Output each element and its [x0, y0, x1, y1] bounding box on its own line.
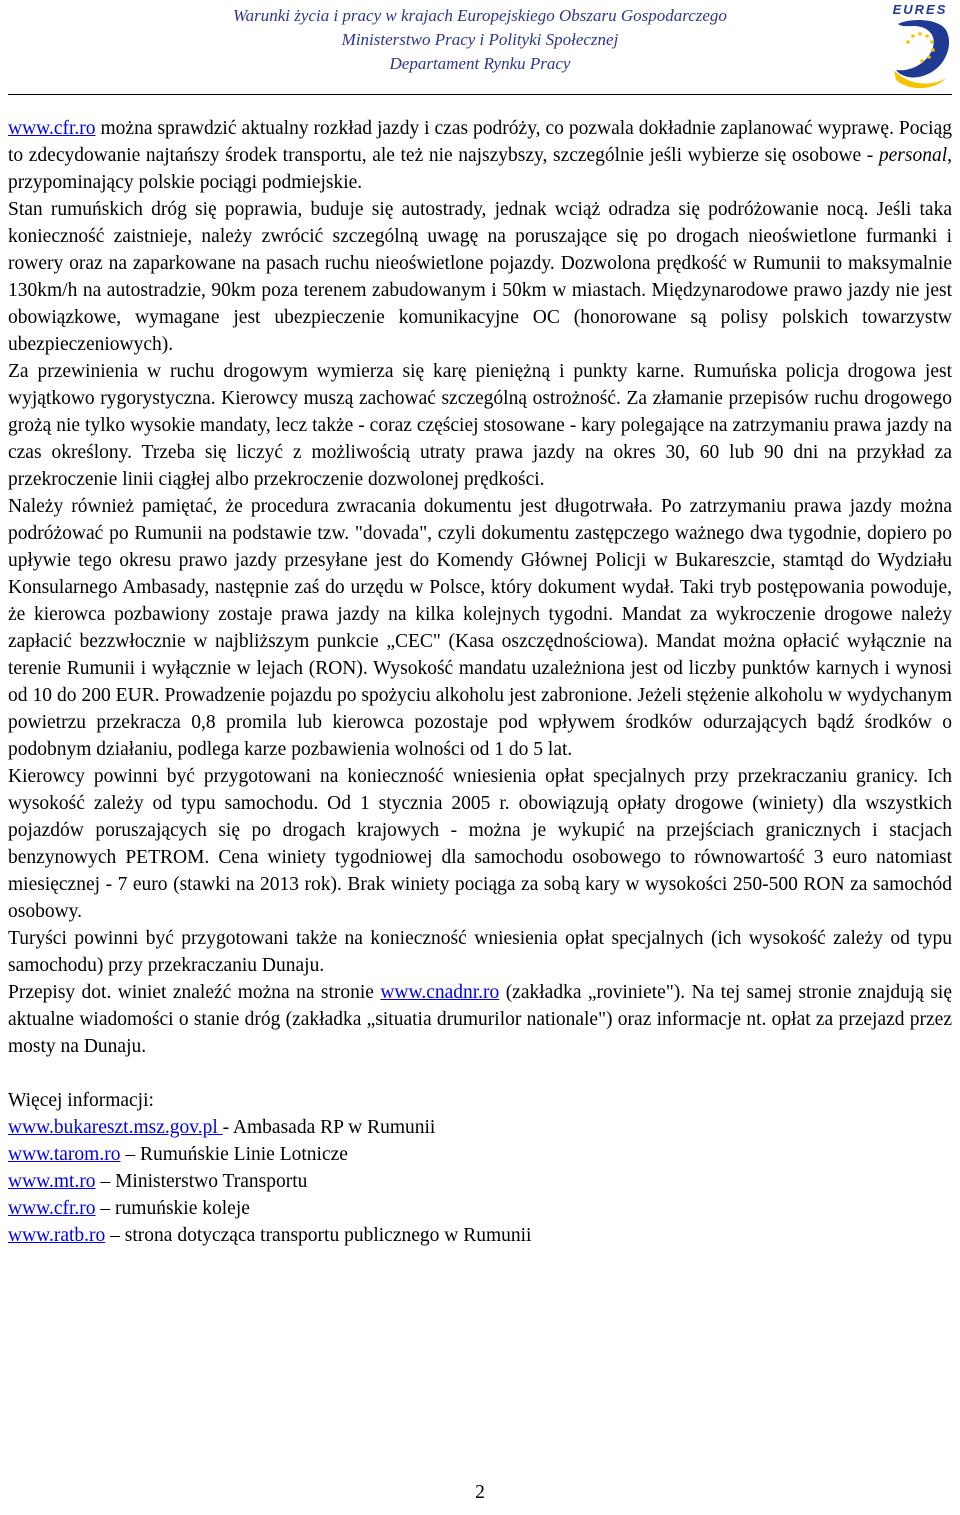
header-title: Warunki życia i pracy w krajach Europejskiego Obszaru Gospodarczego — [233, 6, 727, 25]
link-cnadnr[interactable]: www.cnadnr.ro — [380, 982, 500, 1003]
document-body — [8, 115, 952, 1249]
header-text — [120, 4, 840, 76]
link-bukareszt[interactable]: www.bukareszt.msz.gov.pl — [8, 1117, 223, 1138]
paragraph-regulations-text: Przepisy dot. winiet znaleźć można na stronie — [8, 982, 381, 1003]
header-ministry: Ministerstwo Pracy i Polityki Społecznej — [341, 30, 619, 49]
more-info-desc: – rumuńskie koleje — [95, 1198, 250, 1219]
page-header — [0, 0, 960, 100]
page-number: 2 — [475, 1482, 485, 1503]
link-ratb[interactable]: www.ratb.ro — [8, 1225, 106, 1246]
more-info-item — [8, 1141, 952, 1168]
more-info-desc: – Rumuńskie Linie Lotnicze — [120, 1144, 348, 1165]
link-tarom[interactable]: www.tarom.ro — [8, 1144, 121, 1165]
link-mt[interactable]: www.mt.ro — [8, 1171, 96, 1192]
more-info-item — [8, 1222, 952, 1249]
header-department: Departament Rynku Pracy — [389, 54, 571, 73]
paragraph-danube: Turyści powinni być przygotowani także na konieczność wniesienia opłat specjalnych (ich wysokość zależy od typu samochodu) przy przekraczaniu Dunaju. — [8, 928, 952, 976]
more-info-item — [8, 1195, 952, 1222]
more-info-heading: Więcej informacji: — [8, 1090, 154, 1111]
paragraph-trains-italic: personal — [878, 145, 948, 166]
link-cfr-2[interactable]: www.cfr.ro — [8, 1198, 96, 1219]
paragraph-vignettes: Kierowcy powinni być przygotowani na konieczność wniesienia opłat specjalnych przy przekraczaniu granicy. Ich wysokość zależy od typu samochodu. Od 1 stycznia 2005 r. obowiązują opłaty drogowe (winiety) dla wszystkich pojazdów poruszających się po drogach krajowych - można je wykupić na przejściach granicznych i stacjach benzynowych PETROM. Cena winiety tygodniowej dla samochodu osobowego to równowartość 3 euro natomiast miesięcznej - 7 euro (stawki na 2013 rok). Brak winiety pociąga za sobą kary w wysokości 250-500 RON za samochód osobowy. — [8, 766, 952, 922]
paragraph-penalties: Za przewinienia w ruchu drogowym wymierza się karę pieniężną i punkty karne. Rumuńska policja drogowa jest wyjątkowo rygorystyczna. Kierowcy muszą zachować szczególną ostrożność. Za złamanie przepisów ruchu drogowego grożą nie tylko wysokie mandaty, lecz także - coraz częściej stosowane - kary polegające na zatrzymaniu prawa jazdy na czas określony. Trzeba się liczyć z możliwością utraty prawa jazdy na okres 30, 60 lub 90 dni na przykład za przekroczenie linii ciągłej albo przekroczenie dozwolonej prędkości. — [8, 361, 952, 490]
paragraph-trains-text-end: , przypominający polskie pociągi podmiejskie. — [8, 145, 952, 193]
header-divider — [8, 94, 952, 95]
more-info-desc: – strona dotycząca transportu publicznego w Rumunii — [105, 1225, 532, 1246]
more-info-item — [8, 1114, 952, 1141]
more-info-item — [8, 1168, 952, 1195]
paragraph-regulations-text-end: (zakładka „roviniete"). Na tej samej stronie znajdują się aktualne wiadomości o stanie dróg (zakładka „situatia drumurilor nationale") oraz informacje nt. opłat za przejazd przez mosty na Dunaju. — [8, 982, 952, 1057]
eures-logo — [880, 0, 960, 92]
paragraph-roads: Stan rumuńskich dróg się poprawia, buduje się autostrady, jednak wciąż odradza się podróżowanie nocą. Jeśli taka konieczność zaistnieje, należy zwrócić szczególną uwagę na poruszające się po drogach nieoświetlone furmanki i rowery oraz na zaparkowane na pasach ruchu nieoświetlone pojazdy. Dozwolona prędkość w Rumunii to maksymalnie 130km/h na autostradzie, 90km poza terenem zabudowanym i 50km w miastach. Międzynarodowe prawo jazdy nie jest obowiązkowe, wymagane jest ubezpieczenie komunikacyjne OC (honorowane są polisy polskich towarzystw ubezpieczeniowych). — [8, 199, 952, 355]
paragraph-trains-text: można sprawdzić aktualny rozkład jazdy i czas podróży, co pozwala dokładnie zaplanować wyprawę. Pociąg to zdecydowanie najtańszy środek transportu, ale też nie najszybszy, szczególnie jeśli wybierze się osobowe - — [8, 118, 952, 166]
more-info-section — [8, 1087, 952, 1249]
more-info-desc: - Ambasada RP w Rumunii — [222, 1117, 436, 1138]
link-cfr[interactable]: www.cfr.ro — [8, 118, 96, 139]
more-info-desc: – Ministerstwo Transportu — [95, 1171, 308, 1192]
svg-text:EURES: EURES — [892, 2, 948, 17]
paragraph-license: Należy również pamiętać, że procedura zwracania dokumentu jest długotrwała. Po zatrzymaniu prawa jazdy można podróżować po Rumunii na podstawie tzw. "dovada", czyli dokumentu zastępczego ważnego dwa tygodnie, dopiero po upływie tego okresu prawo jazdy przesyłane jest do Komendy Głównej Policji w Bukareszcie, stamtąd do Wydziału Konsularnego Ambasady, następnie zaś do urzędu w Polsce, który dokument wydał. Taki tryb postępowania powoduje, że kierowca pozbawiony zostaje prawa jazdy na kilka kolejnych tygodni. Mandat za wykroczenie drogowe należy zapłacić bezzwłocznie w najbliższym punkcie „CEC" (Kasa oszczędnościowa). Mandat można opłacić wyłącznie na terenie Rumunii i wyłącznie w lejach (RON). Wysokość mandatu uzależniona jest od liczby punktów karnych i wynosi od 10 do 200 EUR. Prowadzenie pojazdu po spożyciu alkoholu jest zabronione. Jeżeli stężenie alkoholu w wydychanym powietrzu przekracza 0,8 promila lub kierowca pozostaje pod wpływem środków odurzających bądź środków o podobnym działaniu, podlega karze pozbawienia wolności od 1 do 5 lat. — [8, 496, 952, 760]
paragraph-regulations — [8, 979, 952, 1060]
paragraph-trains — [8, 115, 952, 196]
